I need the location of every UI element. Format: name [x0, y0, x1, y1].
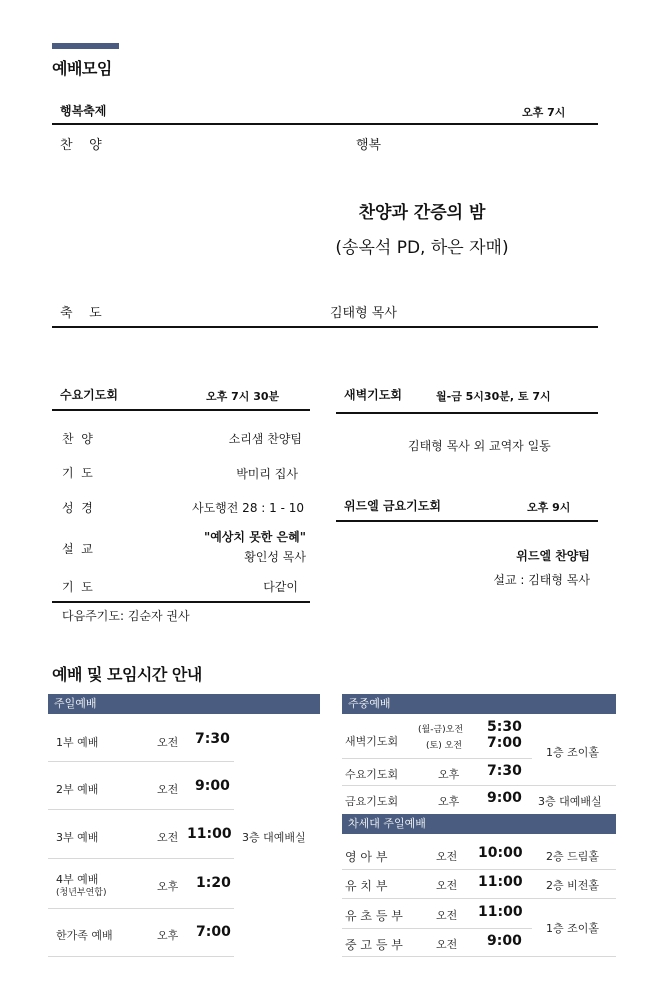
service-name: 중 고 등 부 — [345, 938, 403, 952]
main-event-subtitle: (송옥석 PD, 하은 자매) — [335, 238, 509, 258]
service-ampm: 오전 — [157, 831, 179, 844]
service-ampm: 오전 — [157, 783, 179, 796]
service-subname: (청년부연합) — [56, 888, 107, 898]
benediction-value: 김태형 목사 — [330, 306, 397, 321]
next-gen-place: 2층 비전홀 — [546, 879, 599, 892]
happy-festival-title: 행복축제 — [60, 104, 107, 118]
service-name: 영 아 부 — [345, 850, 388, 864]
friday-time: 오후 9시 — [527, 501, 571, 514]
divider — [52, 326, 598, 328]
wed-row-value: 사도행전 28 : 1 - 10 — [192, 501, 304, 515]
service-name: 새벽기도회 — [345, 735, 399, 748]
service-time: 11:00 — [187, 826, 232, 842]
service-name: 3부 예배 — [56, 831, 99, 844]
service-ampm: 오전 — [436, 879, 458, 892]
friday-preacher: 설교 : 김태형 목사 — [493, 573, 590, 587]
wed-row-label: 설 교 — [62, 542, 93, 556]
wed-row-label: 기 도 — [62, 580, 93, 594]
section-title-worship: 예배모임 — [52, 59, 112, 78]
next-week-prayer: 다음주기도: 김순자 권사 — [62, 609, 190, 623]
divider — [48, 908, 234, 909]
dawn-time: 월-금 5시30분, 토 7시 — [436, 390, 551, 403]
service-ampm: 오후 — [438, 795, 460, 808]
service-name: 4부 예배 — [56, 873, 99, 886]
divider — [342, 928, 532, 929]
wed-row-value: 소리샘 찬양팀 — [228, 432, 302, 446]
service-name: 유 초 등 부 — [345, 909, 403, 923]
service-ampm: 오전 — [436, 938, 458, 951]
divider — [48, 956, 234, 957]
service-ampm: 오후 — [157, 929, 179, 942]
service-time: 11:00 — [478, 874, 523, 890]
divider — [48, 761, 234, 762]
wednesday-title: 수요기도회 — [60, 388, 118, 402]
divider — [342, 956, 616, 957]
divider — [342, 785, 616, 786]
service-ampm: 오전 — [157, 736, 179, 749]
service-time: 10:00 — [478, 845, 523, 861]
service-name: 금요기도회 — [345, 795, 399, 808]
dawn-title: 새벽기도회 — [344, 388, 402, 402]
service-time: 9:00 — [487, 933, 522, 949]
weekday-place: 1층 조이홀 — [546, 746, 599, 759]
benediction-label: 축 도 — [60, 306, 102, 321]
divider — [48, 858, 234, 859]
service-name: 유 치 부 — [345, 879, 388, 893]
friday-team: 위드엘 찬양팀 — [516, 549, 590, 563]
service-name: 1부 예배 — [56, 736, 99, 749]
dawn-desc: 김태형 목사 외 교역자 일동 — [408, 439, 551, 453]
title-accent-bar — [52, 43, 119, 49]
next-gen-place: 1층 조이홀 — [546, 922, 599, 935]
service-time: 7:30 — [195, 731, 230, 747]
divider — [342, 869, 616, 870]
service-time: 1:20 — [196, 875, 231, 891]
service-time: 5:30 — [487, 719, 522, 735]
wed-row-label: 찬 양 — [62, 432, 93, 446]
service-time: 7:00 — [196, 924, 231, 940]
happy-festival-time: 오후 7시 — [522, 106, 566, 119]
service-ampm: 오후 — [157, 880, 179, 893]
wed-row-value: 박미리 집사 — [236, 467, 298, 481]
praise-value: 행복 — [356, 138, 382, 153]
next-gen-header: 차세대 주일예배 — [342, 814, 616, 834]
weekday-header: 주중예배 — [342, 694, 616, 714]
service-ampm: 오전 — [436, 909, 458, 922]
divider — [52, 409, 310, 411]
service-name: 한가족 예배 — [56, 929, 113, 942]
wed-row-label: 성 경 — [62, 501, 93, 515]
service-ampm: 오후 — [438, 768, 460, 781]
service-time: 7:30 — [487, 763, 522, 779]
service-ampm: (토) 오전 — [426, 741, 462, 751]
divider — [336, 412, 598, 414]
service-time: 9:00 — [195, 778, 230, 794]
next-gen-place: 2층 드림홀 — [546, 850, 599, 863]
service-ampm: (월-금)오전 — [418, 725, 464, 735]
service-name: 2부 예배 — [56, 783, 99, 796]
divider — [342, 898, 616, 899]
wed-row-label: 기 도 — [62, 466, 93, 480]
schedule-title: 예배 및 모임시간 안내 — [52, 665, 202, 684]
praise-label: 찬 양 — [60, 138, 102, 153]
service-ampm: 오전 — [436, 850, 458, 863]
friday-title: 위드엘 금요기도회 — [344, 499, 441, 513]
divider — [52, 601, 310, 603]
divider — [52, 123, 598, 125]
wednesday-time: 오후 7시 30분 — [206, 390, 280, 403]
main-event-title: 찬양과 간증의 밤 — [358, 203, 486, 223]
wed-row-value: 다같이 — [263, 580, 298, 594]
divider — [48, 809, 234, 810]
divider — [336, 520, 598, 522]
sunday-header: 주일예배 — [48, 694, 320, 714]
service-name: 수요기도회 — [345, 768, 399, 781]
sunday-place: 3층 대예배실 — [242, 831, 306, 844]
service-time: 9:00 — [487, 790, 522, 806]
divider — [342, 758, 532, 759]
service-time: 11:00 — [478, 904, 523, 920]
weekday-place: 3층 대예배실 — [538, 795, 602, 808]
sermon-preacher: 황인성 목사 — [244, 550, 306, 564]
service-time: 7:00 — [487, 735, 522, 751]
sermon-title: "예상치 못한 은혜" — [203, 530, 306, 544]
